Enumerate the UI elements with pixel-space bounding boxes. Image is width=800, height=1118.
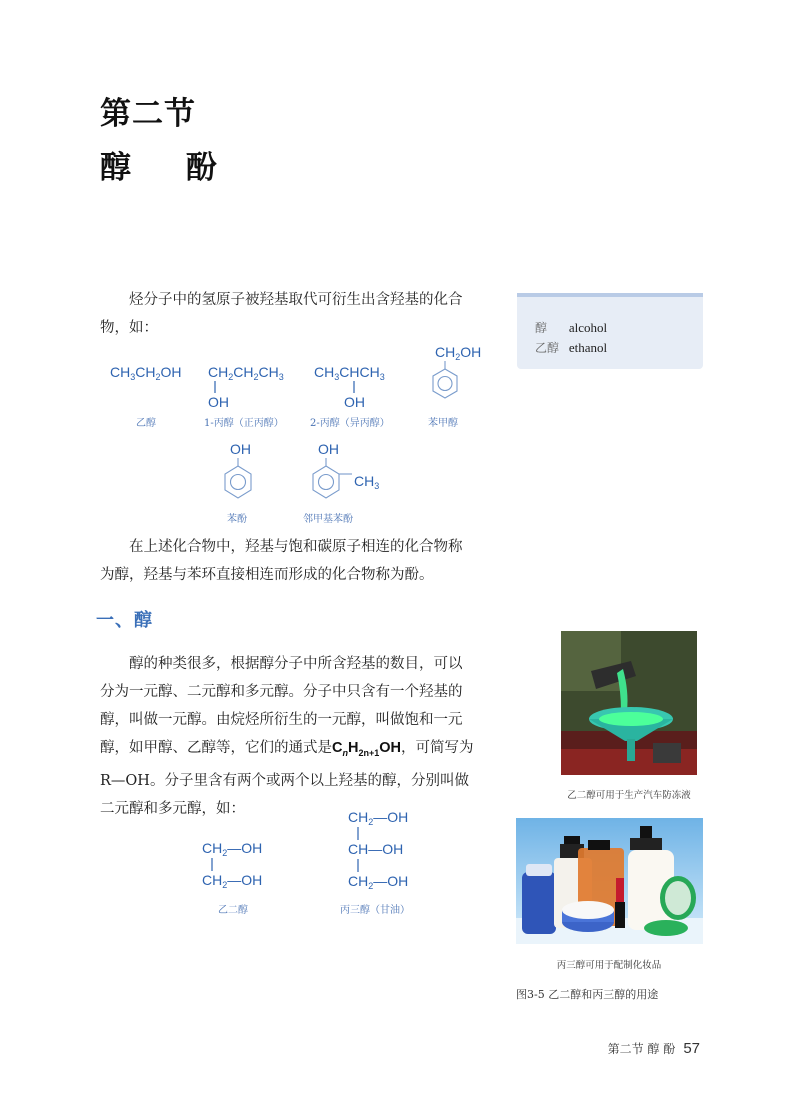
paragraph-line: R—OH。分子里含有两个或两个以上羟基的醇，分别叫做 bbox=[100, 772, 469, 789]
vocabulary-box bbox=[517, 293, 703, 369]
intro-line-2: 物，如： bbox=[100, 320, 158, 336]
diol-caption: 丙三醇（甘油） bbox=[340, 905, 410, 916]
vocab-zh: 乙醇 bbox=[535, 341, 560, 355]
compound-caption: 1-丙醇（正丙醇） bbox=[204, 418, 284, 429]
svg-text:CH3: $CH_3$ bbox=[354, 473, 380, 491]
svg-text:CH3CHCH3: $CH_3CHCH_3$ bbox=[314, 364, 385, 382]
definition-line-2: 为醇，羟基与苯环直接相连而形成的化合物称为酚。 bbox=[100, 567, 434, 583]
svg-text:OH: OH bbox=[318, 441, 339, 457]
photo1-caption: 乙二醇可用于生产汽车防冻液 bbox=[567, 790, 691, 801]
general-formula: $C_nH_{2n+1}OH$ bbox=[332, 740, 401, 758]
paragraph-line: 二元醇和多元醇，如： bbox=[100, 800, 245, 817]
vocab-en: ethanol bbox=[568, 340, 608, 355]
paragraph-line: 分为一元醇、二元醇和多元醇。分子中只含有一个羟基的 bbox=[100, 684, 463, 700]
page-number: 57 bbox=[683, 1040, 700, 1057]
vocab-zh: 醇 bbox=[535, 321, 548, 335]
diols-figure bbox=[190, 805, 430, 920]
paragraph-line: ，可简写为 bbox=[400, 740, 474, 756]
svg-text:OH: OH bbox=[208, 394, 229, 410]
glycerol-structure bbox=[348, 809, 408, 891]
svg-text:CH2—OH: $CH_2—OH$ bbox=[348, 809, 409, 827]
figure-caption: 图3-5 乙二醇和丙三醇的用途 bbox=[516, 988, 659, 1001]
section-title: 醇 酚 bbox=[100, 150, 239, 186]
compound-caption: 乙醇 bbox=[136, 418, 156, 429]
cosmetics-image bbox=[516, 818, 703, 944]
diol-caption: 乙二醇 bbox=[218, 905, 248, 916]
svg-text:CH2—OH: $CH_2—OH$ bbox=[348, 873, 409, 891]
paragraph-line: 醇，叫做一元醇。由烷烃所衍生的一元醇，叫做饱和一元 bbox=[100, 712, 463, 728]
phenol-structure bbox=[225, 441, 251, 498]
benzyl-alcohol-structure bbox=[433, 344, 481, 398]
photo2-caption: 丙三醇可用于配制化妆品 bbox=[556, 960, 662, 971]
intro-line-1: 烃分子中的氢原子被羟基取代可衍生出含羟基的化合 bbox=[129, 292, 463, 308]
cosmetics-photo bbox=[516, 818, 703, 944]
propanol-2-structure bbox=[314, 364, 385, 410]
section-heading: 一、醇 bbox=[96, 610, 153, 631]
section-label: 第二节 bbox=[100, 96, 196, 132]
svg-text:OH: OH bbox=[230, 441, 251, 457]
antifreeze-photo bbox=[561, 631, 697, 775]
svg-text:CH2—OH: $CH_2—OH$ bbox=[202, 872, 263, 890]
compound-caption: 苯甲醇 bbox=[428, 418, 458, 429]
svg-text:CH2—OH: $CH_2—OH$ bbox=[202, 840, 263, 858]
vocab-item bbox=[535, 339, 607, 356]
intro-paragraph bbox=[100, 286, 498, 342]
paragraph-line: 醇的种类很多，根据醇分子中所含羟基的数目，可以 bbox=[129, 656, 463, 672]
antifreeze-image bbox=[561, 631, 697, 775]
svg-text:CH2CH2CH3: $CH_2CH_2CH_3$ bbox=[208, 364, 284, 382]
svg-text:OH: OH bbox=[344, 394, 365, 410]
definition-paragraph bbox=[100, 533, 498, 589]
compound-caption: 邻甲基苯酚 bbox=[303, 514, 353, 525]
paragraph-line: 醇，如甲醇、乙醇等，它们的通式是 bbox=[100, 740, 332, 756]
compound-caption: 2-丙醇（异丙醇） bbox=[310, 418, 390, 429]
ethylene-glycol-structure bbox=[202, 840, 262, 890]
vocab-item bbox=[535, 319, 607, 336]
alcohol-paragraph bbox=[100, 650, 498, 823]
o-cresol-structure bbox=[313, 441, 379, 498]
definition-line-1: 在上述化合物中，羟基与饱和碳原子相连的化合物称 bbox=[129, 539, 463, 555]
propanol-1-structure bbox=[208, 364, 284, 410]
vocab-en: alcohol bbox=[568, 320, 608, 335]
compound-caption: 苯酚 bbox=[227, 514, 247, 525]
compounds-figure bbox=[100, 335, 510, 530]
svg-text:CH3CH2OH: $CH_3CH_2OH$ bbox=[110, 364, 182, 382]
svg-text:CH—OH: CH—OH bbox=[348, 841, 404, 857]
svg-text:CH2OH: $CH_2OH$ bbox=[435, 344, 482, 362]
ethanol-structure bbox=[110, 364, 182, 382]
page-footer bbox=[608, 1040, 700, 1057]
footer-section: 第二节 醇 酚 bbox=[607, 1042, 676, 1056]
